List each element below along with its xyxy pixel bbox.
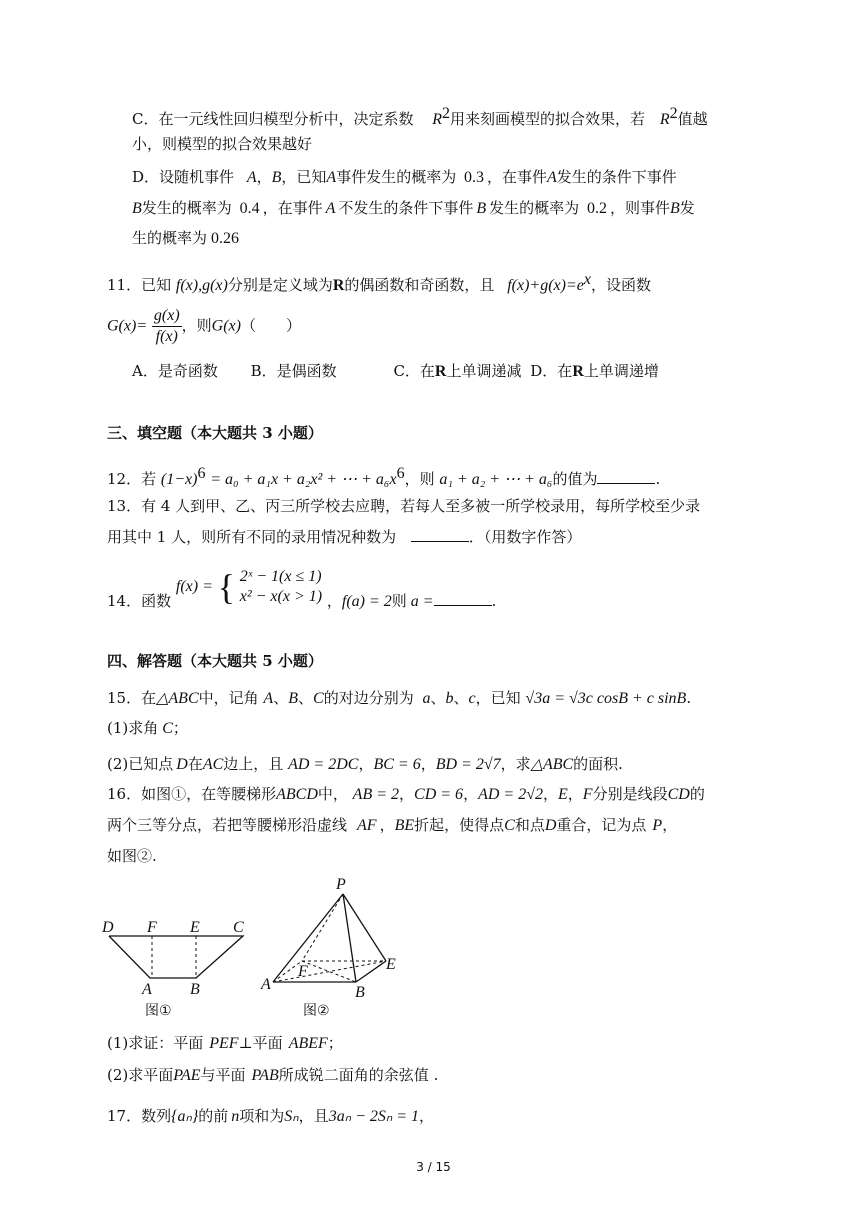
q15-eq: √3a = √3c cosB + c sinB: [525, 690, 687, 707]
q15-eq2: BC = 6: [373, 756, 421, 773]
q11-eq: f(x)+g(x)=e: [507, 277, 584, 294]
q14-cases: [240, 567, 322, 607]
fig1-label-d: D: [102, 919, 114, 936]
q15-point-d: D: [176, 756, 188, 773]
q13-line1: 13．有 4 人到甲、乙、丙三所学校去应聘，若每人至多被一所学校录用，每所学校至少录: [107, 497, 701, 515]
q15-part2: (2)已知点 D在AC边上，且 AD = 2DC，BC = 6，BD = 2√7，求△ABC的面积.: [107, 755, 623, 773]
q14-fx: f(x) =: [175, 578, 213, 595]
q15-triangle: △ABC: [156, 690, 199, 707]
q16-d: D: [544, 817, 557, 834]
q16-label: 16．如图①，在等腰梯形: [107, 785, 277, 803]
q16-e: E: [558, 786, 568, 803]
fig1-label-a: A: [142, 981, 152, 998]
q15-ac: AC: [202, 756, 224, 773]
var-b3: B: [476, 200, 487, 217]
option-d-text4: ，在事件: [486, 168, 547, 186]
q15-part1: [107, 718, 188, 739]
q12-blank[interactable]: [597, 469, 655, 484]
q15-p1-text: (1)求角: [107, 719, 159, 737]
q11-text2: 的偶函数和奇函数，且: [344, 276, 495, 294]
fig1-trapezoid: [109, 936, 243, 978]
option-d-text12: 生的概率为: [132, 229, 208, 247]
q16-p2-end: 所成锐二面角的余弦值 .: [278, 1066, 439, 1084]
q14-case2: x² − x(x > 1): [239, 588, 323, 605]
q16-p1-text: (1)求证：平面: [107, 1034, 204, 1052]
q11-text4: ，则: [181, 316, 212, 335]
q12-expr: (1−x): [160, 471, 198, 488]
q15-p2-text: (2)已知点: [107, 755, 174, 773]
var-b: B: [271, 169, 282, 186]
q15-eq1: AD = 2DC: [288, 756, 359, 773]
q12-rhs: = a₀ + a₁x + a₂x² + ⋯ + a₆x: [210, 471, 397, 488]
q15-text2: 的对边分别为: [323, 689, 414, 707]
q16-eq1: AB = 2: [352, 786, 400, 803]
choice-c: [393, 362, 521, 380]
q16-abcd: ABCD: [276, 786, 318, 803]
q16-eq3: AD = 2√2: [478, 786, 543, 803]
r-squared-2: R: [659, 111, 670, 128]
q11-line2: [107, 306, 301, 347]
q11-text3: ，设函数: [590, 276, 651, 294]
q14-text: 则: [391, 592, 407, 610]
q17-label: 17．数列: [107, 1107, 172, 1125]
prob-1: 0.3: [463, 169, 484, 186]
option-d-line1: [132, 167, 677, 188]
q12-sum: a₁ + a₂ + ⋯ + a₆: [439, 471, 553, 488]
q15-side-c: c: [468, 690, 476, 707]
q14-cond: f(a) = 2: [341, 593, 392, 610]
q16-be: BE: [394, 817, 415, 834]
q17-n: n: [231, 1108, 240, 1125]
prob-2: 0.4: [239, 200, 260, 217]
q12: 12．若 $(1-x)^6 = a_0 + a_1x + a_2x^2$ + ⋯ + $a_6x^6$，则 a₁ + a₂ + ⋯ + a₆的值为 .: [107, 465, 661, 488]
q16-f: F: [582, 786, 593, 803]
r-squared: R: [432, 111, 443, 128]
q15-p1-end: ；: [172, 719, 188, 737]
q13-text: 用其中 1 人，则所有不同的录用情况种数为: [107, 528, 397, 546]
q16-text7: 重合，记为点: [556, 816, 647, 834]
fig2-label-e: E: [386, 956, 396, 973]
option-c-text2: 用来刻画模型的拟合效果，若: [450, 110, 646, 128]
fig2-label-a: A: [261, 976, 271, 993]
q16-part2: [107, 1065, 438, 1086]
q14-tail: [327, 591, 497, 611]
q15-angle-c: C: [313, 690, 324, 707]
section-4-title: 四、解答题（本大题共 5 小题）: [107, 652, 323, 670]
q15-side-a: a: [422, 690, 431, 707]
real-set-d: R: [572, 363, 584, 380]
q16-text2: 分别是线段: [592, 785, 668, 803]
real-set: R: [332, 277, 345, 294]
q14-ae: a =: [410, 593, 434, 610]
q16-pab: PAB: [251, 1067, 279, 1084]
q17-end: ，: [419, 1107, 435, 1125]
q15-label: 15．在: [107, 689, 157, 707]
option-d-text3: 事件发生的概率为: [336, 168, 457, 186]
q14-label: 14．函数: [107, 592, 172, 610]
option-d-text: D．设随机事件: [132, 168, 235, 186]
q15-p1-c: C: [162, 720, 173, 737]
q16-text6: 和点: [514, 816, 545, 834]
option-d-line3: [132, 228, 239, 249]
choice-c-text: C．在: [393, 362, 435, 380]
q16-line3: 如图②.: [107, 847, 157, 865]
q17-text3: ，且: [298, 1107, 329, 1125]
q15-eq3: BD = 2√7: [435, 756, 501, 773]
q16-pae: PAE: [173, 1067, 201, 1084]
q14: [107, 563, 496, 611]
q15-text3: ，已知: [475, 689, 521, 707]
figure-2-pyramid: [258, 872, 408, 1022]
fig1-label-b: B: [190, 981, 200, 998]
page-number: 3 / 15: [416, 1160, 451, 1174]
var-a: A: [246, 169, 257, 186]
q15-p2-end: 的面积.: [573, 755, 623, 773]
q15-triangle2: △ABC: [530, 756, 574, 773]
figure-1-trapezoid: [100, 912, 260, 1020]
q15-end: .: [686, 689, 692, 707]
option-d-text7: ，在事件: [262, 199, 323, 217]
q11-fraction: [152, 306, 182, 347]
option-d-text10: ，则事件: [609, 199, 670, 217]
option-d-text2: ，已知: [281, 168, 327, 186]
q15-sep2: 、: [298, 689, 314, 707]
option-d-text11: 发: [679, 199, 695, 217]
section-3-title: 三、填空题（本大题共 3 小题）: [107, 424, 323, 442]
option-c-text: C．在一元线性回归模型分析中，决定系数: [132, 110, 414, 128]
q16-line2: 两个三等分点，若把等腰梯形沿虚线 AF ，BE折起，使得点C和点D重合，记为点 P，: [107, 816, 678, 834]
q16-p: P: [652, 817, 663, 834]
choice-d-text: D．在: [530, 362, 573, 380]
q14-end: .: [491, 592, 497, 610]
q14-comma: ，: [326, 592, 342, 610]
frac-numerator: g(x): [152, 306, 182, 327]
q16-text: 中，: [317, 785, 348, 803]
q15-p2-text4: ，求: [500, 755, 531, 773]
q16-part1: [107, 1033, 343, 1054]
fig2-label-f: F: [298, 963, 308, 980]
q16-text3: 的: [689, 785, 705, 803]
var-b4: B: [669, 200, 680, 217]
q15-sep1: 、: [273, 689, 289, 707]
q17-text2: 项和为: [239, 1107, 285, 1125]
q12-text2: 的值为: [552, 470, 598, 488]
q11-text1: 分别是定义域为: [227, 276, 333, 294]
q15-text: 中，记角: [198, 689, 259, 707]
choice-b: B．是偶函数: [250, 362, 337, 380]
q12-end: .: [655, 470, 661, 488]
fig1-caption: 图①: [145, 1003, 172, 1019]
q15-line1: 15．在△ABC中，记角 A、B、C的对边分别为 a、b、c，已知 √3a = √3c cosB + c sinB.: [107, 689, 692, 707]
var-b2: B: [132, 200, 142, 217]
q11-g2: G(x): [211, 317, 241, 335]
option-d-text8: 不发生的条件下事件: [338, 199, 474, 217]
q12-label: 12．若: [107, 470, 157, 488]
choice-a: A．是奇函数: [132, 362, 218, 380]
option-c-text3: 值越: [677, 110, 708, 128]
q17-text: 的前: [198, 1107, 229, 1125]
q16-p1-end: ；: [327, 1034, 343, 1052]
q15-side-b: b: [445, 690, 454, 707]
fig1-label-c: C: [233, 919, 244, 936]
q15-angle-b: B: [288, 690, 298, 707]
fig2-caption: 图②: [303, 1003, 330, 1019]
q11-paren: （ ）: [240, 316, 301, 335]
q13-text2: ．（用数字作答）: [468, 528, 582, 546]
q13-blank[interactable]: [411, 527, 469, 542]
prob-3: 0.2: [586, 200, 607, 217]
q16-cd: CD: [667, 786, 690, 803]
sep: ，: [256, 168, 272, 186]
option-c-line2: 小，则模型的拟合效果越好: [132, 135, 313, 153]
q16-perp: ⊥平面: [238, 1034, 283, 1052]
q14-brace: {: [217, 567, 235, 607]
option-d-text6: 发生的概率为: [141, 199, 232, 217]
option-d-text5: 发生的条件下事件: [556, 168, 677, 186]
q16-abef: ABEF: [288, 1035, 328, 1052]
q16-c: C: [504, 817, 515, 834]
fig1-label-f: F: [147, 919, 157, 936]
q17-eq: 3aₙ − 2Sₙ = 1: [328, 1108, 420, 1125]
option-d-text9: 发生的概率为: [489, 199, 580, 217]
q17-sn: Sₙ: [284, 1108, 299, 1125]
real-set-c: R: [434, 363, 447, 380]
prob-4: 0.26: [211, 230, 240, 247]
var-a4: A: [325, 200, 336, 217]
q15-angle-a: A: [263, 690, 274, 707]
q11-choices: [132, 361, 659, 382]
q11-g: G(x)=: [107, 317, 148, 335]
option-c-line1: C．在一元线性回归模型分析中，决定系数 $R^2$用来刻画模型的拟合效果，若 $R^2$值越: [132, 105, 708, 128]
q11-fg: f(x),g(x): [175, 277, 228, 294]
q16-pef: PEF: [209, 1035, 239, 1052]
q16-line1: 16．如图①，在等腰梯形ABCD中， AB = 2，CD = 6，AD = 2√2，E，F分别是线段CD的: [107, 785, 705, 803]
q15-p2-text2: 在: [187, 755, 203, 773]
q11-line1: 11．已知 f(x),g(x)分别是定义域为R的偶函数和奇函数，且 $f(x)+g(x)=e^x$，设函数: [107, 271, 651, 294]
fig2-label-b: B: [355, 984, 365, 1001]
q12-text: ，则: [404, 470, 435, 488]
choice-d-text2: 上单调递增: [583, 362, 659, 380]
q11-label: 11．已知: [107, 276, 172, 294]
fig2-label-p: P: [336, 876, 346, 893]
q17-an: {aₙ}: [171, 1108, 199, 1125]
frac-denominator: f(x): [155, 328, 178, 345]
q13-line2: [107, 527, 581, 547]
q16-text4: 两个三等分点，若把等腰梯形沿虚线: [107, 816, 348, 834]
choice-c-text2: 上单调递减: [446, 362, 522, 380]
q14-blank[interactable]: [434, 591, 492, 606]
q16-af: AF: [357, 817, 377, 834]
var-a2: A: [326, 169, 337, 186]
q16-p2-text: (2)求平面: [107, 1066, 174, 1084]
q16-p2-text2: 与平面: [200, 1066, 246, 1084]
q16-text5: 折起，使得点: [414, 816, 505, 834]
fig1-label-e: E: [190, 919, 200, 936]
q17: [107, 1106, 434, 1127]
option-d-line2: [132, 198, 695, 219]
q16-eq2: CD = 6: [414, 786, 464, 803]
q15-p2-text3: 边上，且: [223, 755, 284, 773]
var-a3: A: [547, 169, 557, 186]
choice-d: [530, 362, 659, 380]
q14-case1: 2ˣ − 1(x ≤ 1): [239, 568, 322, 585]
